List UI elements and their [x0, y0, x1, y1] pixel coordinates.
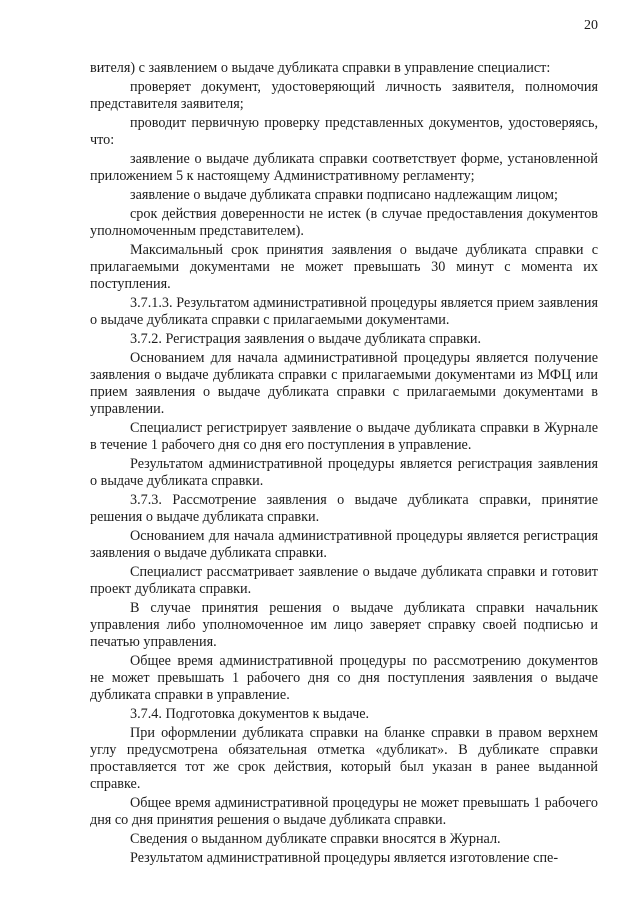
- paragraph: Максимальный срок принятия заявления о выдаче дубликата справки с прилагаемыми документами не может превышать 30 минут с момента их поступления.: [90, 242, 598, 292]
- section-heading: 3.7.3. Рассмотрение заявления о выдаче дубликата справки, принятие решения о выдаче дубликата справки.: [90, 492, 598, 525]
- paragraph: 3.7.1.3. Результатом административной процедуры является прием заявления о выдаче дубликата справки с прилагаемыми документами.: [90, 295, 598, 328]
- document-body: [90, 60, 598, 869]
- paragraph: заявление о выдаче дубликата справки соответствует форме, установленной приложением 5 к настоящему Административному регламенту;: [90, 151, 598, 184]
- paragraph: Результатом административной процедуры является регистрация заявления о выдаче дубликата справки.: [90, 456, 598, 489]
- paragraph: Основанием для начала административной процедуры является получение заявления о выдаче дубликата справки с прилагаемыми документами из МФЦ или прием заявления о выдаче дубликата справки с прилагаемыми документами в управлении.: [90, 350, 598, 417]
- section-heading: 3.7.2. Регистрация заявления о выдаче дубликата справки.: [130, 331, 482, 347]
- paragraph: Общее время административной процедуры не может превышать 1 рабочего дня со дня принятия решения о выдаче дубликата справки.: [90, 795, 598, 828]
- paragraph: Специалист рассматривает заявление о выдаче дубликата справки и готовит проект дубликата справки.: [90, 564, 598, 597]
- paragraph: проводит первичную проверку представленных документов, удостоверяясь, что:: [90, 115, 598, 148]
- paragraph: Общее время административной процедуры по рассмотрению документов не может превышать 1 рабочего дня со дня поступления заявления о выдаче дубликата справки в управление.: [90, 653, 598, 703]
- paragraph: вителя) с заявлением о выдаче дубликата справки в управление специалист:: [90, 60, 551, 76]
- section-heading: 3.7.4. Подготовка документов к выдаче.: [130, 706, 370, 722]
- paragraph: Результатом административной процедуры является изготовление спе-: [130, 850, 559, 866]
- paragraph: проверяет документ, удостоверяющий личность заявителя, полномочия представителя заявителя;: [90, 79, 598, 112]
- paragraph: срок действия доверенности не истек (в случае предоставления документов уполномоченным представителем).: [90, 206, 598, 239]
- paragraph: Специалист регистрирует заявление о выдаче дубликата справки в Журнале в течение 1 рабочего дня со дня его поступления в управление.: [90, 420, 598, 453]
- paragraph: Сведения о выданном дубликате справки вносятся в Журнал.: [130, 831, 501, 847]
- paragraph: В случае принятия решения о выдаче дубликата справки начальник управления либо уполномоченное им лицо заверяет справку своей подписью и печатью управления.: [90, 600, 598, 650]
- page-number: 20: [584, 18, 598, 33]
- paragraph: заявление о выдаче дубликата справки подписано надлежащим лицом;: [130, 187, 558, 203]
- paragraph: При оформлении дубликата справки на бланке справки в правом верхнем углу предусмотрена обязательная отметка «дубликат». В дубликате справки проставляется тот же срок действия, который был указан в ранее выданной справке.: [90, 725, 598, 792]
- paragraph: Основанием для начала административной процедуры является регистрация заявления о выдаче дубликата справки.: [90, 528, 598, 561]
